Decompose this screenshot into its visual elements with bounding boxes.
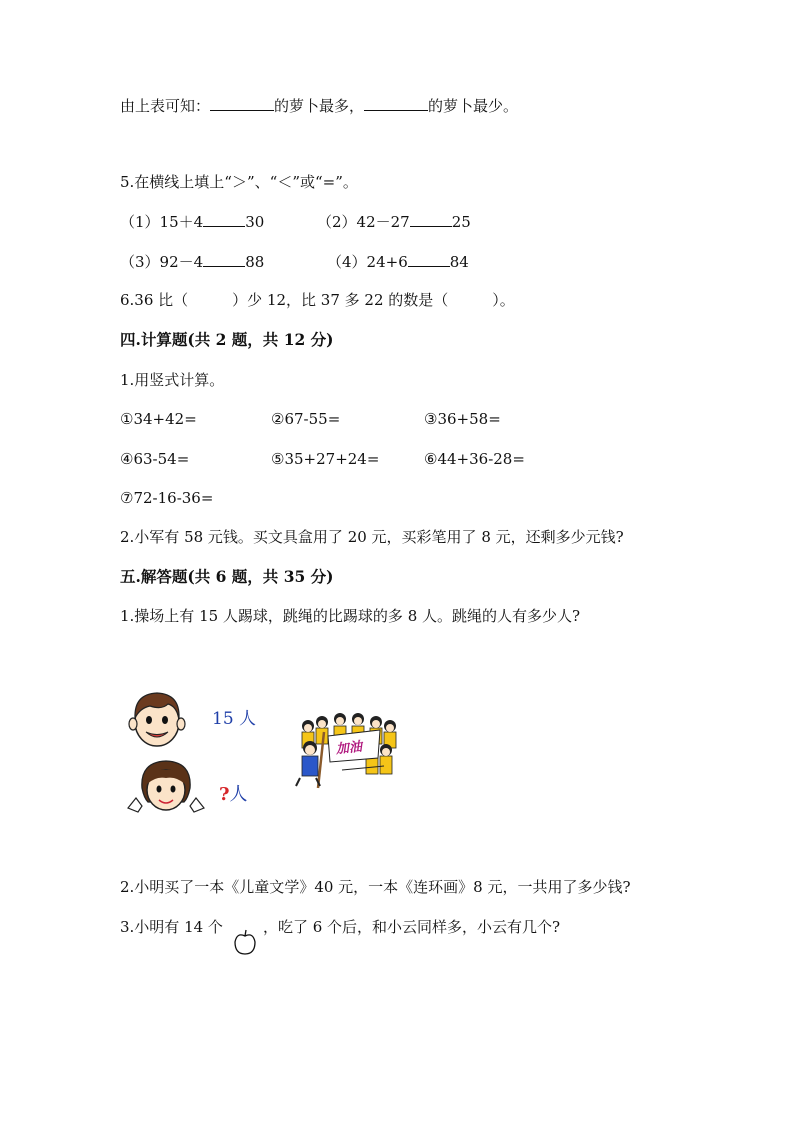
expr-2: ②67-55=	[271, 410, 341, 428]
conclusion-suffix: 的萝卜最少。	[428, 97, 519, 115]
expr-5: ⑤35+27+24=	[271, 450, 380, 468]
q5-item-left: （1）15＋4	[120, 213, 204, 231]
answer-blank[interactable]	[364, 96, 428, 111]
q5-item-4	[327, 252, 469, 272]
banner-text: 加油	[335, 739, 363, 758]
answer-blank[interactable]	[203, 212, 245, 227]
q6-part1: 6.36 比（	[120, 291, 189, 309]
conclusion-mid: 的萝卜最多，	[274, 97, 365, 115]
q5-title: 5.在横线上填上“＞”、“＜”或“=”。	[120, 173, 358, 191]
answer-blank[interactable]	[408, 252, 450, 267]
question-mark-icon: ?	[219, 784, 230, 805]
expr-3: ③36+58=	[424, 410, 501, 428]
girl-face-illustration	[126, 758, 206, 814]
q5-item-left: （2）42－27	[317, 213, 410, 231]
apple-slot	[223, 918, 263, 932]
expr-1: ①34+42=	[120, 410, 197, 428]
s5-q1: 1.操场上有 15 人踢球，跳绳的比踢球的多 8 人。跳绳的人有多少人?	[120, 607, 581, 625]
q5-item-left: （4）24+6	[327, 253, 408, 271]
q6-part3: ）。	[492, 291, 515, 309]
table-conclusion	[120, 96, 518, 116]
q6	[120, 290, 515, 310]
s5-q3-part1: 3.小明有 14 个	[120, 918, 223, 936]
q5-item-2	[317, 212, 471, 232]
answer-blank[interactable]	[203, 252, 245, 267]
boy-face-illustration	[128, 688, 186, 750]
s4-q2: 2.小军有 58 元钱。买文具盒用了 20 元，买彩笔用了 8 元，还剩多少元钱?	[120, 528, 624, 546]
s5-q2: 2.小明买了一本《儿童文学》40 元，一本《连环画》8 元，一共用了多少钱?	[120, 878, 631, 896]
boys-count-label: 15 人	[212, 709, 257, 729]
conclusion-prefix: 由上表可知：	[120, 97, 211, 115]
q5-item-right: 30	[245, 213, 265, 231]
answer-blank[interactable]	[210, 96, 274, 111]
s5-q3	[120, 917, 560, 937]
q6-part2: ）少 12，比 37 多 22 的数是（	[232, 291, 449, 309]
q5-item-right: 88	[245, 253, 265, 271]
q5-item-1	[120, 212, 264, 232]
apple-icon	[233, 928, 257, 958]
expr-7: ⑦72-16-36=	[120, 489, 214, 507]
section5-title: 五.解答题(共 6 题，共 35 分)	[120, 567, 334, 586]
q5-item-3	[120, 252, 264, 272]
q5-item-right: 25	[451, 213, 471, 231]
q5-item-right: 84	[449, 253, 469, 271]
s5-q3-part2: ，吃了 6 个后，和小云同样多，小云有几个?	[262, 918, 561, 936]
person-unit-label: 人	[229, 784, 248, 805]
q5-item-left: （3）92－4	[120, 253, 204, 271]
expr-6: ⑥44+36-28=	[424, 450, 525, 468]
section4-title: 四.计算题(共 2 题，共 12 分)	[120, 330, 334, 349]
unknown-count-label	[219, 785, 248, 805]
answer-blank[interactable]	[410, 212, 452, 227]
expr-4: ④63-54=	[120, 450, 190, 468]
s4-q1-title: 1.用竖式计算。	[120, 371, 225, 389]
